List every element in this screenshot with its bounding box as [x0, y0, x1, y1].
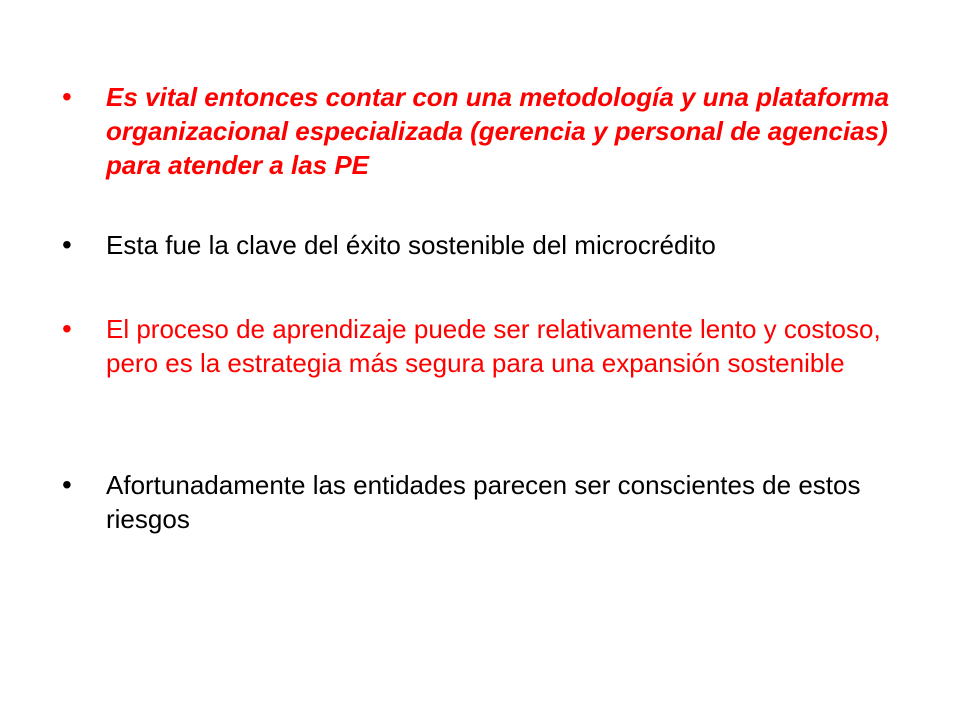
- bullet-dot-icon: •: [62, 469, 72, 500]
- bullet-dot-icon: •: [62, 81, 72, 112]
- bullet-text: Esta fue la clave del éxito sostenible del microcrédito: [106, 230, 716, 260]
- bullet-dot-icon: •: [62, 313, 72, 344]
- bullet-text: El proceso de aprendizaje puede ser relativamente lento y costoso, pero es la estrategia más segura para una expansión sostenible: [106, 314, 881, 378]
- bullet-text: Es vital entonces contar con una metodología y una plataforma organizacional especializada (gerencia y personal de agencias) para atender a las PE: [106, 82, 890, 180]
- bullet-text: Afortunadamente las entidades parecen ser conscientes de estos riesgos: [106, 470, 861, 534]
- bullet-dot-icon: •: [62, 229, 72, 260]
